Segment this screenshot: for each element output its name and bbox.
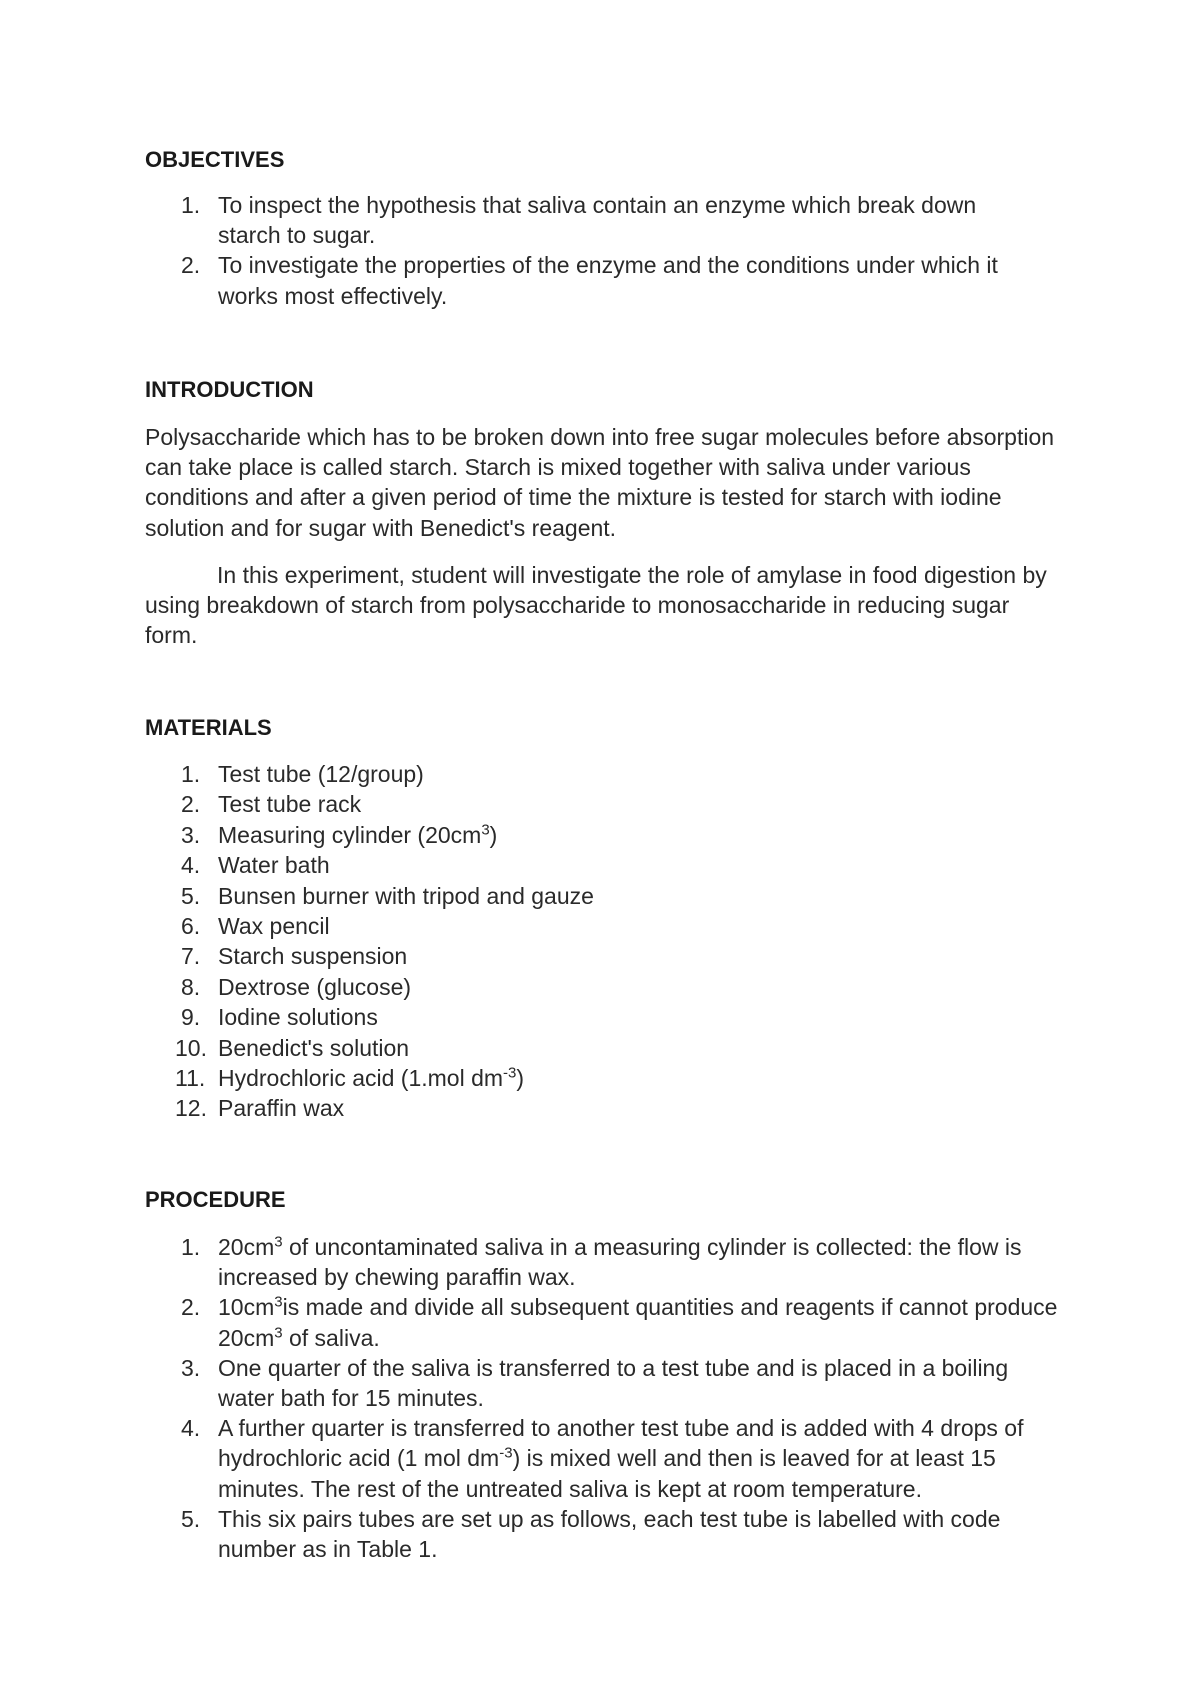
list-number: 3. <box>181 1354 201 1381</box>
list-item <box>145 1292 1065 1352</box>
list-item <box>145 1413 1065 1504</box>
list-number: 6. <box>181 913 201 940</box>
superscript: 3 <box>274 1323 283 1341</box>
list-text: Bunsen burner with tripod and gauze <box>218 882 594 909</box>
list-number: 2. <box>181 252 201 279</box>
list-item <box>145 881 1065 911</box>
list-number: 5. <box>181 1505 201 1532</box>
list-number: 8. <box>181 973 201 1000</box>
list-text: of saliva. <box>282 1324 380 1351</box>
list-number: 10. <box>175 1034 207 1061</box>
list-number: 3. <box>181 821 201 848</box>
list-text: ) is mixed well and then is leaved for at least 15 minutes. The rest of the untreated saliva is kept at room temperature. <box>218 1445 996 1502</box>
list-number: 5. <box>181 882 201 909</box>
list-item <box>145 1002 1065 1032</box>
list-number: 1. <box>181 761 201 787</box>
objectives-heading: OBJECTIVES <box>145 147 285 172</box>
list-item <box>145 820 1065 850</box>
list-item <box>145 850 1065 880</box>
list-number: 12. <box>175 1095 207 1122</box>
materials-list <box>145 759 1065 1124</box>
list-item <box>145 1504 1065 1564</box>
superscript: -3 <box>499 1444 513 1462</box>
list-text: One quarter of the saliva is transferred to a test tube and is placed in a boiling water bath for 15 minutes. <box>218 1354 1009 1412</box>
list-item <box>145 1093 1065 1123</box>
list-text-suffix: ) <box>516 1065 525 1092</box>
list-text: Measuring cylinder (20cm <box>218 821 482 848</box>
list-text: Dextrose (glucose) <box>218 973 412 1000</box>
superscript: -3 <box>503 1064 517 1082</box>
list-text: A further quarter is transferred to another test tube and is added with 4 drops of hydrochloric acid (1 mol dm <box>218 1415 1024 1472</box>
list-number: 7. <box>181 943 201 970</box>
list-item <box>145 972 1065 1002</box>
list-number: 11. <box>175 1065 206 1092</box>
materials-heading: MATERIALS <box>145 715 272 740</box>
list-item <box>145 759 1065 789</box>
list-text: of uncontaminated saliva in a measuring cylinder is collected: the flow is increased by chewing paraffin wax. <box>218 1234 1022 1291</box>
procedure-list <box>145 1232 1065 1564</box>
list-number: 1. <box>181 192 201 218</box>
list-text: Hydrochloric acid (1.mol dm <box>218 1065 504 1092</box>
list-text: 10cm <box>218 1294 275 1321</box>
list-item <box>145 190 1045 250</box>
list-item <box>145 789 1065 819</box>
list-text: Benedict's solution <box>218 1034 410 1061</box>
list-number: 4. <box>181 1415 201 1442</box>
list-number: 2. <box>181 1294 201 1321</box>
list-number: 1. <box>181 1234 201 1260</box>
superscript: 3 <box>274 1233 283 1251</box>
introduction-heading: INTRODUCTION <box>145 377 314 402</box>
list-text: Wax pencil <box>218 913 330 940</box>
superscript: 3 <box>274 1293 283 1311</box>
list-text: Starch suspension <box>218 943 408 970</box>
list-text: Paraffin wax <box>218 1095 345 1122</box>
list-number: 4. <box>181 852 201 879</box>
list-item <box>145 1353 1065 1413</box>
list-item <box>145 1033 1065 1063</box>
list-text: This six pairs tubes are set up as follows, each test tube is labelled with code number as in Table 1. <box>218 1505 1001 1563</box>
list-item <box>145 1232 1065 1292</box>
list-item <box>145 941 1065 971</box>
list-text: Iodine solutions <box>218 1004 378 1031</box>
list-text-suffix: ) <box>489 821 498 848</box>
list-text: Test tube rack <box>218 791 362 818</box>
objectives-list <box>145 190 1045 311</box>
list-item <box>145 250 1045 310</box>
list-item <box>145 911 1065 941</box>
superscript: 3 <box>481 821 490 839</box>
list-text: To investigate the properties of the enzyme and the conditions under which it works most effectively. <box>218 252 998 309</box>
list-number: 2. <box>181 791 201 818</box>
list-text: is made and divide all subsequent quantities and reagents if cannot produce 20cm <box>218 1294 1058 1351</box>
introduction-paragraph-2: In this experiment, student will investigate the role of amylase in food digestion by using breakdown of starch from polysaccharide to monosaccharide in reducing sugar form. <box>145 562 1047 649</box>
list-number: 9. <box>181 1004 201 1031</box>
list-item <box>145 1063 1065 1093</box>
procedure-heading: PROCEDURE <box>145 1187 286 1212</box>
list-text: 20cm <box>218 1234 275 1260</box>
list-text: Water bath <box>218 852 330 879</box>
list-text: To inspect the hypothesis that saliva contain an enzyme which break down starch to sugar. <box>218 192 977 249</box>
introduction-paragraph-1: Polysaccharide which has to be broken down into free sugar molecules before absorption can take place is called starch. Starch is mixed together with saliva under various conditions and after a given period of time the mixture is tested for starch with iodine solution and for sugar with Benedict's reagent. <box>145 424 1055 541</box>
list-text: Test tube (12/group) <box>218 761 424 787</box>
